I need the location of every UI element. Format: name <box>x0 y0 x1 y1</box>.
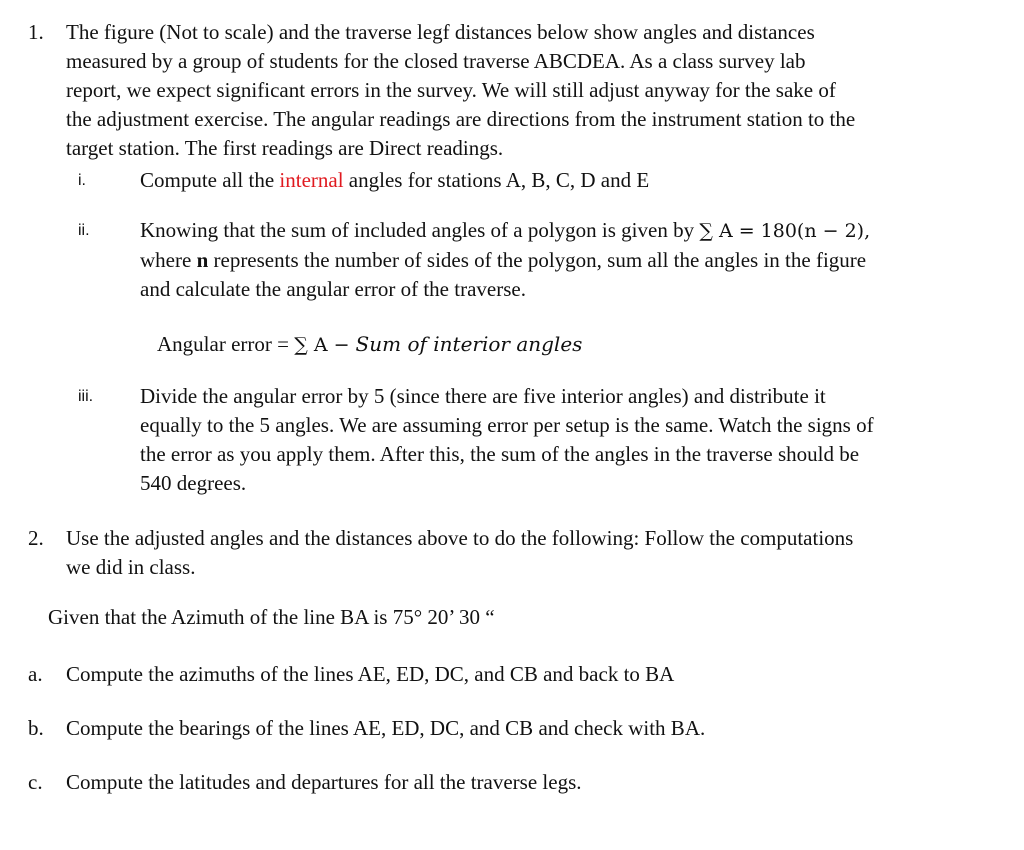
item-b-text: Compute the bearings of the lines AE, ED, DC, and CB and check with BA. <box>66 716 706 740</box>
question-1-line: The figure (Not to scale) and the traverse legf distances below show angles and distances <box>66 20 815 44</box>
item-i-pre: Compute all the <box>140 168 280 192</box>
angle-sum-formula: ∑ A = 180(n − 2), <box>699 220 871 242</box>
item-ii-line-1-text: Knowing that the sum of included angles of a polygon is given by <box>140 218 700 242</box>
item-iii-line: equally to the 5 angles. We are assuming error per setup is the same. Watch the signs of <box>140 413 874 437</box>
item-i-numeral: i. <box>78 172 86 189</box>
question-1-line: measured by a group of students for the closed traverse ABCDEA. As a class survey lab <box>66 49 806 73</box>
item-iii-numeral: iii. <box>78 388 94 405</box>
item-c-label: c. <box>28 770 43 794</box>
item-a-label: a. <box>28 662 43 686</box>
angular-error-formula <box>157 330 582 360</box>
question-2-number: 2. <box>28 526 44 550</box>
question-2-line: Use the adjusted angles and the distances above to do the following: Follow the computations <box>66 526 854 550</box>
item-ii-line-3: and calculate the angular error of the traverse. <box>140 277 526 301</box>
item-ii-bold-n: n <box>196 248 209 272</box>
question-2-text <box>66 524 853 582</box>
formula-math: ∑ A − <box>294 334 356 356</box>
item-iii-line: 540 degrees. <box>140 471 247 495</box>
question-1-line: target station. The first readings are Direct readings. <box>66 136 504 160</box>
question-1-number: 1. <box>28 20 44 44</box>
item-ii-text <box>140 216 870 304</box>
item-iii-line: Divide the angular error by 5 (since there are five interior angles) and distribute it <box>140 384 826 408</box>
item-c-text: Compute the latitudes and departures for all the traverse legs. <box>66 770 582 794</box>
item-ii-line-2-pre: where <box>140 248 197 272</box>
item-ii-line-2 <box>140 246 870 275</box>
item-ii-numeral: ii. <box>78 222 90 239</box>
question-1-text <box>66 18 855 163</box>
given-azimuth: Given that the Azimuth of the line BA is 75° 20’ 30 “ <box>48 605 495 629</box>
item-a-text: Compute the azimuths of the lines AE, ED, DC, and CB and back to BA <box>66 662 675 686</box>
question-2-line: we did in class. <box>66 555 196 579</box>
item-iii-line: the error as you apply them. After this, the sum of the angles in the traverse should be <box>140 442 860 466</box>
item-i-highlight: internal <box>279 168 344 192</box>
question-1-line: the adjustment exercise. The angular readings are directions from the instrument station to the <box>66 107 856 131</box>
formula-label: Angular error = <box>157 332 295 356</box>
item-ii-line-1 <box>140 216 870 246</box>
formula-italic: Sum of interior angles <box>355 332 583 356</box>
item-i-text <box>140 166 649 195</box>
item-iii-text <box>140 382 874 498</box>
item-i-post: angles for stations A, B, C, D and E <box>343 168 650 192</box>
item-ii-line-2-post: represents the number of sides of the polygon, sum all the angles in the figure <box>208 248 867 272</box>
item-b-label: b. <box>28 716 44 740</box>
question-1-line: report, we expect significant errors in the survey. We will still adjust anyway for the sake of <box>66 78 836 102</box>
